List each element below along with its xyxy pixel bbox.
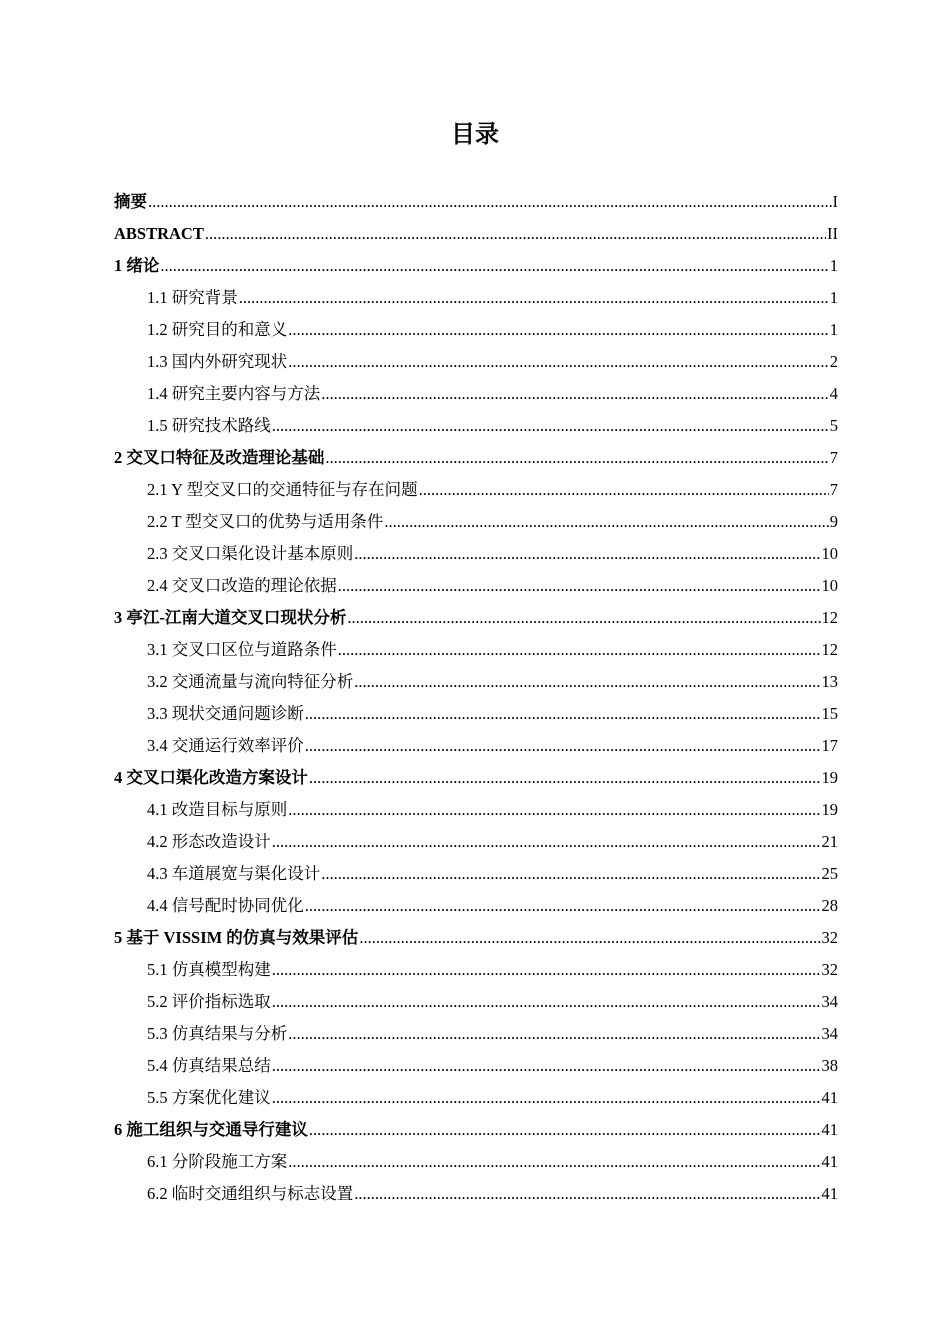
toc-section-entry[interactable] xyxy=(114,698,838,730)
toc-section-entry[interactable] xyxy=(114,282,838,314)
toc-dot-leader xyxy=(305,890,821,922)
toc-entry-label: 2.1 Y 型交叉口的交通特征与存在问题 xyxy=(147,480,418,499)
toc-page-number: 38 xyxy=(821,1056,838,1075)
toc-dot-leader xyxy=(384,506,828,538)
toc-section-entry[interactable] xyxy=(114,314,838,346)
toc-page-number: 28 xyxy=(821,896,838,915)
toc-page-number: 2 xyxy=(829,352,838,371)
toc-dot-leader xyxy=(205,218,826,250)
toc-page-number: 41 xyxy=(821,1184,838,1203)
toc-chapter-entry[interactable] xyxy=(114,602,838,634)
toc-chapter-entry[interactable] xyxy=(114,922,838,954)
toc-entry-label: 5.4 仿真结果总结 xyxy=(147,1056,271,1075)
toc-entry-label: 1.4 研究主要内容与方法 xyxy=(147,384,321,403)
toc-dot-leader xyxy=(309,762,821,794)
toc-chapter-entry[interactable] xyxy=(114,218,838,250)
toc-dot-leader xyxy=(272,410,829,442)
toc-dot-leader xyxy=(359,922,820,954)
toc-page-number: 12 xyxy=(821,608,838,627)
toc-section-entry[interactable] xyxy=(114,570,838,602)
toc-section-entry[interactable] xyxy=(114,1178,838,1210)
toc-dot-leader xyxy=(288,314,829,346)
toc-section-entry[interactable] xyxy=(114,730,838,762)
toc-page-number: 9 xyxy=(829,512,838,531)
toc-page-number: 1 xyxy=(829,320,838,339)
toc-section-entry[interactable] xyxy=(114,346,838,378)
toc-dot-leader xyxy=(309,1114,821,1146)
toc-section-entry[interactable] xyxy=(114,858,838,890)
toc-entry-label: 1.5 研究技术路线 xyxy=(147,416,271,435)
toc-section-entry[interactable] xyxy=(114,1146,838,1178)
toc-entry-label: 3.4 交通运行效率评价 xyxy=(147,736,304,755)
toc-dot-leader xyxy=(354,666,820,698)
toc-page-number: I xyxy=(832,192,838,211)
toc-section-entry[interactable] xyxy=(114,634,838,666)
toc-dot-leader xyxy=(338,570,821,602)
toc-page-number: 32 xyxy=(821,960,838,979)
toc-entry-label: 3.2 交通流量与流向特征分析 xyxy=(147,672,354,691)
toc-page-number: II xyxy=(827,224,838,243)
toc-entry-label: 6.1 分阶段施工方案 xyxy=(147,1152,288,1171)
toc-chapter-entry[interactable] xyxy=(114,442,838,474)
toc-dot-leader xyxy=(338,634,821,666)
toc-page-number: 7 xyxy=(829,448,838,467)
toc-entry-label: 2 交叉口特征及改造理论基础 xyxy=(114,448,325,467)
toc-dot-leader xyxy=(272,954,821,986)
toc-entry-label: 1.2 研究目的和意义 xyxy=(147,320,288,339)
toc-dot-leader xyxy=(321,378,829,410)
toc-dot-leader xyxy=(288,346,829,378)
toc-entry-label: 6 施工组织与交通导行建议 xyxy=(114,1120,308,1139)
toc-dot-leader xyxy=(239,282,829,314)
toc-entry-label: 1 绪论 xyxy=(114,256,160,275)
toc-section-entry[interactable] xyxy=(114,954,838,986)
toc-section-entry[interactable] xyxy=(114,986,838,1018)
toc-entry-label: 5.3 仿真结果与分析 xyxy=(147,1024,288,1043)
toc-dot-leader xyxy=(419,474,829,506)
toc-page-number: 25 xyxy=(821,864,838,883)
toc-dot-leader xyxy=(305,698,821,730)
toc-entry-label: 摘要 xyxy=(114,192,147,211)
toc-dot-leader xyxy=(354,538,820,570)
page-title: 目录 xyxy=(451,120,499,148)
toc-dot-leader xyxy=(347,602,820,634)
toc-section-entry[interactable] xyxy=(114,1050,838,1082)
toc-section-entry[interactable] xyxy=(114,378,838,410)
toc-page-number: 41 xyxy=(821,1152,838,1171)
toc-entry-label: 2.4 交叉口改造的理论依据 xyxy=(147,576,337,595)
toc-page-number: 7 xyxy=(829,480,838,499)
toc-page-number: 34 xyxy=(821,1024,838,1043)
table-of-contents xyxy=(114,186,838,1210)
toc-entry-label: 5.5 方案优化建议 xyxy=(147,1088,271,1107)
toc-entry-label: 4.3 车道展宽与渠化设计 xyxy=(147,864,321,883)
toc-chapter-entry[interactable] xyxy=(114,186,838,218)
toc-page-number: 32 xyxy=(821,928,838,947)
toc-chapter-entry[interactable] xyxy=(114,250,838,282)
toc-dot-leader xyxy=(288,1018,820,1050)
toc-page-number: 10 xyxy=(821,544,838,563)
toc-page-number: 13 xyxy=(821,672,838,691)
toc-entry-label: 1.3 国内外研究现状 xyxy=(147,352,288,371)
toc-entry-label: 5.1 仿真模型构建 xyxy=(147,960,271,979)
toc-entry-label: 4.4 信号配时协同优化 xyxy=(147,896,304,915)
toc-entry-label: 4.1 改造目标与原则 xyxy=(147,800,288,819)
toc-dot-leader xyxy=(305,730,821,762)
toc-page-number: 19 xyxy=(821,800,838,819)
toc-section-entry[interactable] xyxy=(114,538,838,570)
toc-entry-label: 1.1 研究背景 xyxy=(147,288,238,307)
toc-entry-label: 4.2 形态改造设计 xyxy=(147,832,271,851)
toc-section-entry[interactable] xyxy=(114,474,838,506)
toc-page-number: 17 xyxy=(821,736,838,755)
toc-section-entry[interactable] xyxy=(114,666,838,698)
toc-entry-label: 3 亭江-江南大道交叉口现状分析 xyxy=(114,608,347,627)
toc-section-entry[interactable] xyxy=(114,826,838,858)
toc-entry-label: 3.1 交叉口区位与道路条件 xyxy=(147,640,337,659)
toc-dot-leader xyxy=(148,186,832,218)
toc-dot-leader xyxy=(272,826,821,858)
toc-section-entry[interactable] xyxy=(114,794,838,826)
toc-section-entry[interactable] xyxy=(114,1082,838,1114)
toc-page-number: 1 xyxy=(829,256,838,275)
toc-page-number: 5 xyxy=(829,416,838,435)
toc-page-number: 41 xyxy=(821,1088,838,1107)
toc-page-number: 19 xyxy=(821,768,838,787)
toc-dot-leader xyxy=(325,442,828,474)
toc-page-number: 41 xyxy=(821,1120,838,1139)
toc-entry-label: 4 交叉口渠化改造方案设计 xyxy=(114,768,308,787)
toc-page-number: 15 xyxy=(821,704,838,723)
toc-chapter-entry[interactable] xyxy=(114,762,838,794)
toc-dot-leader xyxy=(288,1146,820,1178)
toc-section-entry[interactable] xyxy=(114,890,838,922)
toc-entry-label: 5 基于 VISSIM 的仿真与效果评估 xyxy=(114,928,359,947)
toc-dot-leader xyxy=(272,986,821,1018)
toc-page-number: 34 xyxy=(821,992,838,1011)
toc-dot-leader xyxy=(354,1178,820,1210)
toc-chapter-entry[interactable] xyxy=(114,1114,838,1146)
toc-dot-leader xyxy=(272,1050,821,1082)
toc-dot-leader xyxy=(321,858,820,890)
toc-section-entry[interactable] xyxy=(114,506,838,538)
toc-entry-label: 6.2 临时交通组织与标志设置 xyxy=(147,1184,354,1203)
toc-dot-leader xyxy=(160,250,828,282)
toc-page-number: 21 xyxy=(821,832,838,851)
toc-section-entry[interactable] xyxy=(114,1018,838,1050)
toc-entry-label: 5.2 评价指标选取 xyxy=(147,992,271,1011)
toc-dot-leader xyxy=(272,1082,821,1114)
toc-page-number: 12 xyxy=(821,640,838,659)
toc-dot-leader xyxy=(288,794,820,826)
toc-entry-label: ABSTRACT xyxy=(114,224,204,243)
toc-page-number: 1 xyxy=(829,288,838,307)
toc-entry-label: 2.2 T 型交叉口的优势与适用条件 xyxy=(147,512,384,531)
toc-page-number: 4 xyxy=(829,384,838,403)
toc-entry-label: 2.3 交叉口渠化设计基本原则 xyxy=(147,544,354,563)
toc-entry-label: 3.3 现状交通问题诊断 xyxy=(147,704,304,723)
toc-section-entry[interactable] xyxy=(114,410,838,442)
toc-page-number: 10 xyxy=(821,576,838,595)
